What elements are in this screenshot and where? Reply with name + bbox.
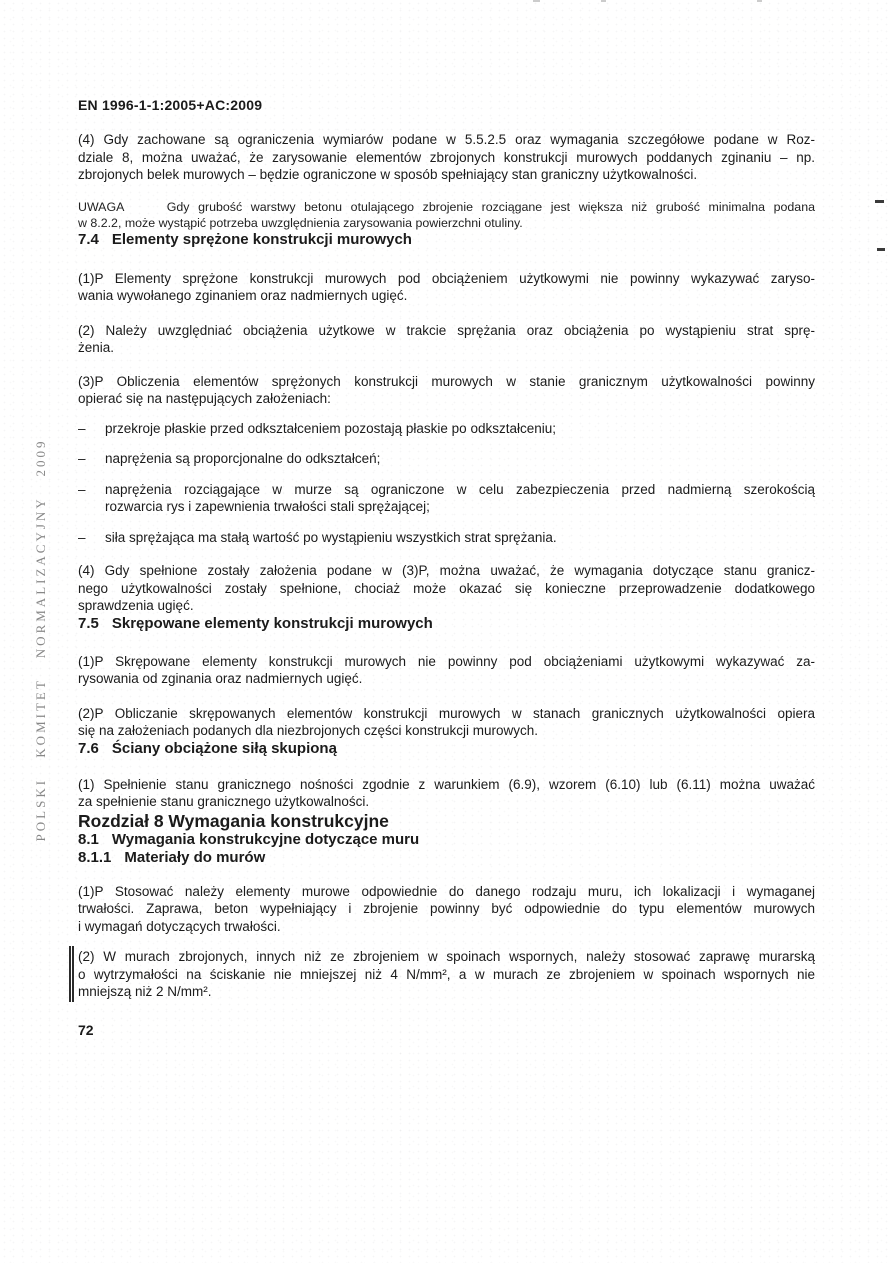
text-line: za spełnienie stanu granicznego użytkowalności. xyxy=(78,794,370,809)
bullet-text xyxy=(105,420,815,438)
paragraph-8-1-1-2 xyxy=(78,948,815,1001)
text-line: się na założeniach podanych dla niezbrojonych części konstrukcji murowych. xyxy=(78,723,538,738)
bullet-text xyxy=(105,481,815,516)
bullet-item xyxy=(78,481,815,516)
text-line: mniejszą niż 2 N/mm². xyxy=(78,984,212,999)
heading-7-5 xyxy=(78,615,815,633)
text-line: (1)P Skrępowane elementy konstrukcji murowych nie powinny pod obciążeniami użytkowymi wykazywać za- xyxy=(78,653,815,669)
text-line: rysowania od zginania oraz nadmiernych ugięć. xyxy=(78,671,363,686)
dash-bullet-marker: – xyxy=(78,420,86,436)
section-title: Skrępowane elementy konstrukcji murowych xyxy=(111,614,433,632)
paragraph-7-4-4 xyxy=(78,562,815,615)
text-line: sprawdzenia ugięć. xyxy=(78,598,194,613)
section-title: Elementy sprężone konstrukcji murowych xyxy=(111,230,412,248)
document-header: EN 1996-1-1:2005+AC:2009 xyxy=(78,97,263,113)
note-uwaga xyxy=(78,199,815,231)
text-line: nego użytkowalności zostały spełnione, chociaż może okazać się konieczne przeprowadzenie dodatkowego xyxy=(78,580,815,596)
section-number: 7.4 xyxy=(78,230,99,248)
scan-artifact xyxy=(875,200,884,203)
text-line: (2) W murach zbrojonych, innych niż ze zbrojeniem w spoinach wspornych, należy stosować zaprawę murarską xyxy=(78,949,815,964)
paragraph-7-3-4 xyxy=(78,131,815,184)
text-line: (3)P Obliczenia elementów sprężonych konstrukcji murowych w stanie granicznym użytkowalności powinny xyxy=(78,373,815,389)
text-line: trwałości. Zaprawa, beton wypełniający i zbrojenie powinny być odpowiednie do typu elementów murowych xyxy=(78,901,815,916)
bullet-item xyxy=(78,450,815,468)
section-number: 8.1.1 xyxy=(78,848,112,866)
text-line: rozwarcia rys i zapewnienia trwałości stali sprężającej; xyxy=(105,499,430,514)
heading-8-1-1 xyxy=(78,849,815,867)
text-line: zbrojonych belek murowych – będzie ograniczone w sposób spełniający stan graniczny użytkowalności. xyxy=(78,167,698,182)
scan-artifact xyxy=(877,248,885,251)
dash-bullet-marker: – xyxy=(78,529,86,545)
sidebar-vertical-imprint: POLSKI KOMITET NORMALIZACYJNY 2009 xyxy=(33,438,48,842)
text-line: i wymagań dotyczących trwałości. xyxy=(78,918,281,934)
text-line: (1)P Stosować należy elementy murowe odpowiednie do danego rodzaju muru, ich lokalizacji i wymaganej xyxy=(78,883,815,899)
page-number: 72 xyxy=(78,1021,94,1038)
text-line: (4) Gdy spełnione zostały założenia podane w (3)P, można uważać, że wymagania dotyczące stanu granicz- xyxy=(78,563,815,578)
section-title: Ściany obciążone siłą skupioną xyxy=(111,739,337,757)
text-line: o wytrzymałości na ściskanie nie mniejszej niż 4 N/mm², a w murach ze zbrojeniem w spoinach wspornych nie xyxy=(78,966,815,982)
bullet-item xyxy=(78,529,815,547)
paragraph-7-4-1 xyxy=(78,270,815,305)
section-number: 8.1 xyxy=(78,830,99,848)
heading-7-4 xyxy=(78,231,815,249)
text-line: siła sprężająca ma stałą wartość po wystąpieniu wszystkich strat sprężania. xyxy=(105,529,557,545)
paragraph-7-4-3 xyxy=(78,373,815,408)
text-line: opierać się na następujących założeniach: xyxy=(78,391,331,406)
heading-7-6 xyxy=(78,740,815,758)
chapter-heading-8: Rozdział 8 Wymagania konstrukcyjne xyxy=(78,810,389,831)
text-line: w 8.2.2, może wystąpić potrzeba uwzględnienia zarysowania powierzchni otuliny. xyxy=(78,215,523,230)
paragraph-7-6-1 xyxy=(78,776,815,811)
section-title: Materiały do murów xyxy=(124,848,266,866)
paragraph-8-1-1-1 xyxy=(78,883,815,936)
bullet-list xyxy=(78,420,815,547)
text-line: przekroje płaskie przed odkształceniem pozostają płaskie po odkształceniu; xyxy=(105,420,556,436)
paragraph-7-4-2 xyxy=(78,322,815,357)
paragraph-7-5-1 xyxy=(78,653,815,688)
text-line: dziale 8, można uważać, że zarysowanie elementów zbrojonych konstrukcji murowych poddanych zginaniu – np. xyxy=(78,149,815,165)
text-line: (1)P Elementy sprężone konstrukcji murowych pod obciążeniem użytkowymi nie powinny wykazywać zaryso- xyxy=(78,270,815,286)
dash-bullet-marker: – xyxy=(78,451,86,466)
text-line: żenia. xyxy=(78,340,115,355)
heading-8-1 xyxy=(78,831,815,849)
text-line: UWAGA Gdy grubość warstwy betonu otulającego zbrojenie rozciągane jest większa niż grubość minimalna podana xyxy=(78,199,815,214)
section-number: 7.6 xyxy=(78,739,99,757)
paragraph-text xyxy=(78,948,815,1001)
dash-bullet-marker: – xyxy=(78,481,86,497)
text-line: (2) Należy uwzględniać obciążenia użytkowe w trakcie sprężania oraz obciążenia po wystąpieniu strat sprę- xyxy=(78,322,815,338)
text-line: wania wywołanego zginaniem oraz nadmiernych ugięć. xyxy=(78,288,408,303)
section-number: 7.5 xyxy=(78,614,99,632)
section-title: Wymagania konstrukcyjne dotyczące muru xyxy=(111,830,420,848)
text-line: (4) Gdy zachowane są ograniczenia wymiarów podane w 5.5.2.5 oraz wymagania szczegółowe podane w Roz- xyxy=(78,132,815,147)
bullet-text xyxy=(105,529,815,547)
text-line: (1) Spełnienie stanu granicznego nośności zgodnie z warunkiem (6.9), wzorem (6.10) lub (6.11) można uważać xyxy=(78,776,815,792)
change-bar xyxy=(69,946,74,1002)
page-content xyxy=(78,0,815,1038)
bullet-text xyxy=(105,450,815,468)
bullet-item xyxy=(78,420,815,438)
text-line: naprężenia rozciągające w murze są ograniczone w celu zabezpieczenia przed nadmierną szerokością xyxy=(105,481,815,497)
paragraph-7-5-2 xyxy=(78,705,815,740)
text-line: naprężenia są proporcjonalne do odkształceń; xyxy=(105,451,381,466)
text-line: (2)P Obliczanie skrępowanych elementów konstrukcji murowych w stanach granicznych użytkowalności opiera xyxy=(78,705,815,721)
